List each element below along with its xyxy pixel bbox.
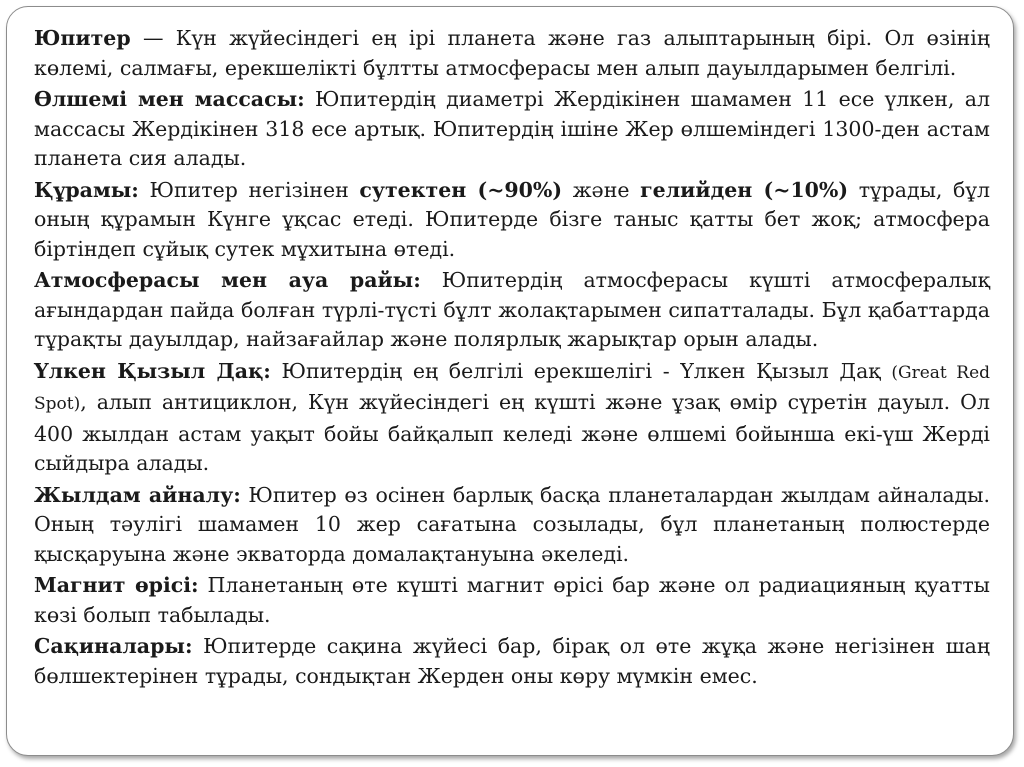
paragraph-text: Юпитер негізінен — [138, 177, 360, 202]
term-great-red-spot: Үлкен Қызыл Дақ: — [34, 358, 271, 383]
term-composition: Құрамы: — [34, 177, 139, 202]
term-rings: Сақиналары: — [34, 634, 193, 658]
paragraph-jupiter-intro — [34, 24, 990, 83]
term-jupiter: Юпитер — [34, 26, 131, 50]
paragraph-magnetic-field — [34, 571, 990, 630]
paragraph-atmosphere — [34, 266, 990, 355]
term-magnetic-field: Магнит өрісі: — [34, 573, 199, 597]
paragraph-text: , алып антициклон, Күн жүйесіндегі ең күшті және ұзақ өмір сүретін дауыл. Ол 400 жылдан астам уақыт бойы байқалып келеді және өлшемі бойынша екі-үш Жерді сыйдыра алады. — [34, 390, 990, 475]
paragraph-text: Юпитердің ең белгілі ерекшелігі - Үлкен Қызыл Дақ — [270, 358, 892, 383]
paragraph-size-mass — [34, 85, 990, 174]
paragraph-text: Планетаның өте күшті магнит өрісі бар және ол радиацияның қуатты көзі болып табылады. — [34, 573, 991, 627]
term-rotation: Жылдам айналу: — [34, 482, 241, 507]
paragraph-text: Юпитерде сақина жүйесі бар, бірақ ол өте жұқа және негізінен шаң бөлшектерінен тұрады, сондықтан Жерден оны көру мүмкін емес. — [34, 634, 990, 688]
paragraph-text: Юпитердің диаметрі Жердікінен шамамен 11 есе үлкен, ал массасы Жердікінен 318 есе артық. Юпитердің ішіне Жер өлшеміндегі 1300-ден астам планета сия алады. — [34, 87, 991, 170]
paragraph-text: Юпитердің атмосферасы күшті атмосфералық ағындардан пайда болған түрлі-түсті бұлт жолақтарымен сипатталады. Бұл қабаттарда тұрақты дауылдар, найзағайлар және полярлық жарықтар орын алады. — [34, 268, 990, 351]
paragraph-text: — Күн жүйесіндегі ең ірі планета және газ алыптарының бірі. Ол өзінің көлемі, салмағы, ерекшелікті бұлтты атмосферасы мен алып дауылдарымен белгілі. — [34, 26, 990, 80]
paragraph-rotation — [34, 481, 990, 570]
slide-content — [34, 24, 990, 744]
paragraph-text: және — [562, 177, 641, 202]
paragraph-great-red-spot — [34, 357, 990, 479]
paragraph-composition — [34, 176, 990, 265]
latin-name: (Great Red Spot) — [34, 362, 991, 414]
paragraph-text: Юпитер өз осінен барлық басқа планеталардан жылдам айналады. Оның тәулігі шамамен 10 жер сағатына созылады, бұл планетаның полюстерде қысқаруына және экваторда домалақтануына әкеледі. — [34, 482, 990, 566]
term-atmosphere: Атмосферасы мен ауа райы: — [34, 268, 421, 292]
paragraph-rings — [34, 632, 990, 691]
highlight-helium: гелийден (~10%) — [640, 177, 849, 202]
highlight-hydrogen: сутектен (~90%) — [359, 177, 563, 202]
paragraph-text: тұрады, бұл оның құрамын Күнге ұқсас етеді. Юпитерде бізге таныс қатты бет жоқ; атмосфера біртіндеп сұйық сутек мұхитына өтеді. — [34, 177, 990, 261]
term-size-mass: Өлшемі мен массасы: — [34, 87, 305, 111]
